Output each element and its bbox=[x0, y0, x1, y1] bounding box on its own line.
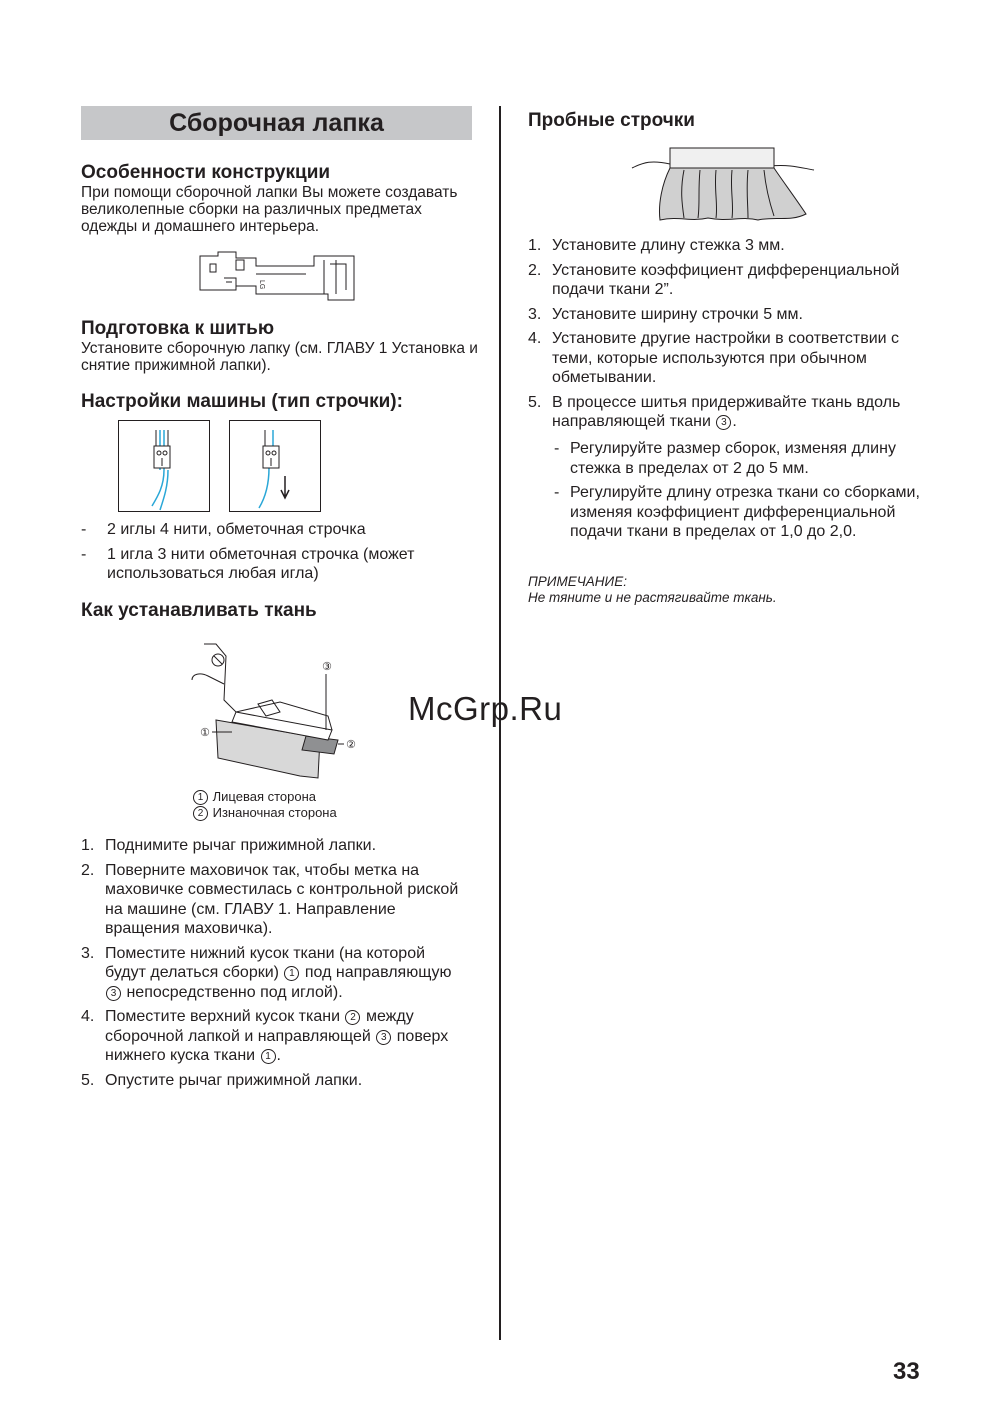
list-item: 2. Установите коэффициент дифференциальной подачи ткани 2”. bbox=[528, 261, 900, 298]
marker-1: ① bbox=[200, 726, 210, 739]
test-subitems bbox=[554, 439, 934, 547]
legend-item: 2 Изнаночная сторона bbox=[192, 805, 337, 821]
list-item: 5. Опустите рычаг прижимной лапки. bbox=[81, 1071, 363, 1089]
test-steps bbox=[528, 236, 928, 437]
note-text: Не тяните и не растягивайте ткань. bbox=[528, 590, 777, 605]
prep-section bbox=[81, 318, 481, 374]
test-section bbox=[528, 110, 928, 132]
list-item: 1. Поднимите рычаг прижимной лапки. bbox=[81, 837, 377, 854]
list-item: 5. В процессе шитья придерживайте ткань вдоль направляющей ткани 3 . bbox=[528, 393, 901, 430]
stitch-diagram-3-thread bbox=[229, 420, 321, 512]
settings-item: - 1 игла 3 нити обметочная строчка (может использоваться любая игла) bbox=[81, 545, 415, 582]
marker-3: ③ bbox=[322, 660, 332, 673]
note bbox=[528, 574, 928, 606]
page-title: Сборочная лапка bbox=[81, 106, 472, 140]
prep-text: Установите сборочную лапку (см. ГЛАВУ 1 Установка и снятие прижимной лапки). bbox=[81, 340, 478, 374]
legend-item: 1 Лицевая сторона bbox=[192, 789, 337, 805]
list-item: 4. Поместите верхний кусок ткани 2 между сборочной лапкой и направляющей 3 поверх нижнего куска ткани 1 . bbox=[81, 1008, 449, 1064]
gathered-fabric-illustration bbox=[630, 144, 816, 226]
sub-item: - Регулируйте размер сборок, изменяя длину стежка в пределах от 2 до 5 мм. bbox=[554, 440, 896, 477]
prep-heading: Подготовка к шитью bbox=[81, 318, 275, 339]
test-heading: Пробные строчки bbox=[528, 110, 695, 131]
fabric-steps bbox=[81, 836, 461, 1095]
marker-2: ② bbox=[346, 738, 356, 751]
settings-item: - 2 иглы 4 нити, обметочная строчка bbox=[81, 521, 366, 538]
note-label: ПРИМЕЧАНИЕ: bbox=[528, 574, 627, 589]
features-text: При помощи сборочной лапки Вы можете создавать великолепные сборки на различных предметах одежды и домашнего интерьера. bbox=[81, 184, 458, 235]
list-item: 4. Установите другие настройки в соответствии с теми, которые используются при обычном обметывании. bbox=[528, 330, 900, 386]
settings-heading: Настройки машины (тип строчки): bbox=[81, 391, 403, 412]
sub-item: - Регулируйте длину отрезка ткани со сборками, изменяя коэффициент дифференциальной подачи ткани в пределах от 1,0 до 2,0. bbox=[554, 484, 920, 540]
legend bbox=[192, 789, 337, 821]
list-item: 3. Установите ширину строчки 5 мм. bbox=[528, 305, 803, 323]
list-item: 1. Установите длину стежка 3 мм. bbox=[528, 237, 785, 254]
list-item: 2. Поверните маховичок так, чтобы метка на маховичке совместилась с контрольной риской на машине (см. ГЛАВУ 1. Направление вращения маховичка). bbox=[81, 861, 459, 937]
fabric-placement-illustration bbox=[188, 640, 360, 788]
fabric-heading: Как устанавливать ткань bbox=[81, 600, 317, 621]
foot-label: LG bbox=[258, 280, 265, 290]
features-section bbox=[81, 162, 481, 235]
features-heading: Особенности конструкции bbox=[81, 162, 331, 183]
page-number: 33 bbox=[893, 1358, 920, 1385]
list-item: 3. Поместите нижний кусок ткани (на которой будут делаться сборки) 1 под направляющую 3 непосредственно под иглой). bbox=[81, 944, 452, 1001]
gathering-foot-illustration bbox=[196, 250, 356, 302]
watermark: McGrp.Ru bbox=[408, 690, 563, 727]
fabric-section bbox=[81, 600, 481, 622]
settings-list bbox=[81, 520, 481, 589]
stitch-diagram-4-thread bbox=[118, 420, 210, 512]
settings-section bbox=[81, 391, 481, 413]
